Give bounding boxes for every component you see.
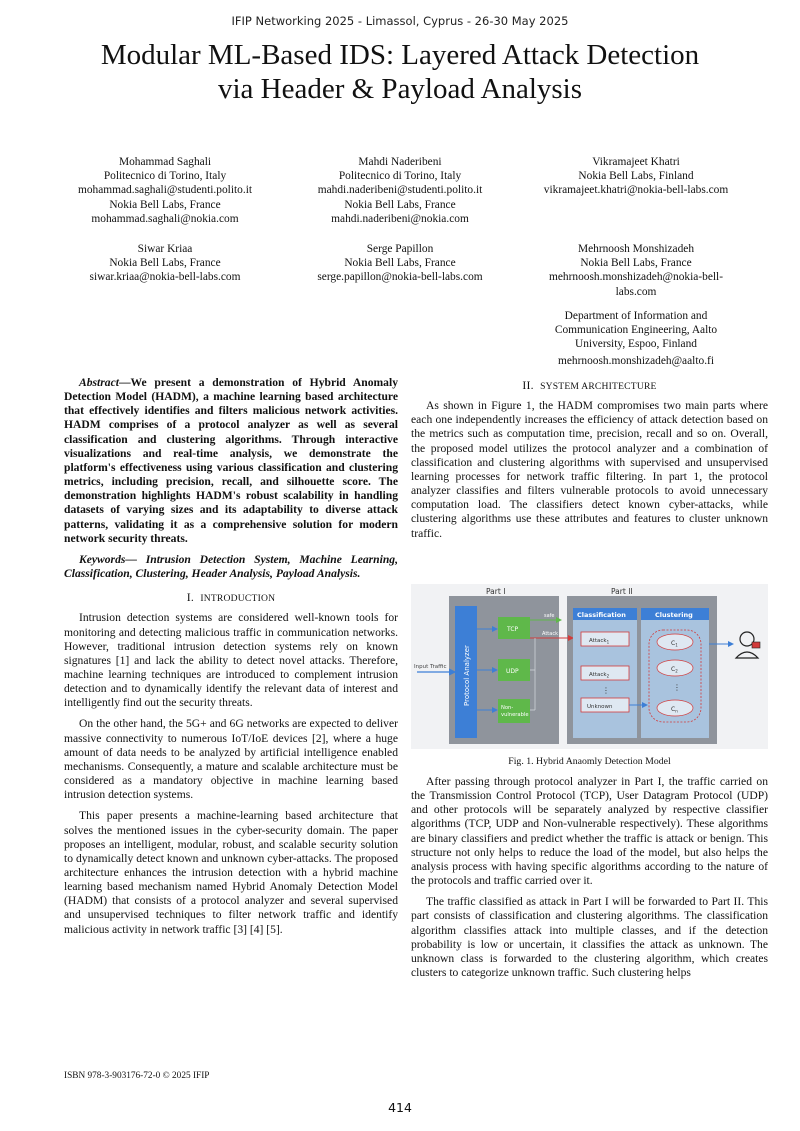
author-block: [60, 242, 270, 285]
classification-label: Classification: [577, 611, 626, 619]
attack1-label: Attack$_1$: [589, 638, 610, 645]
protocol-analyzer-label: Protocol Analyzer: [463, 645, 471, 706]
keywords: Keywords— Intrusion Detection System, Machine Learning, Classification, Clustering, Header Analysis, Payload Analysis.: [64, 552, 398, 581]
author-block: [536, 155, 736, 198]
author-name: Serge Papillon: [366, 243, 434, 255]
hadm-diagram-svg: [411, 584, 768, 749]
page-number: 414: [388, 1100, 412, 1115]
right-column-top: [411, 376, 768, 548]
author-name: Siwar Kriaa: [137, 243, 193, 255]
author-email[interactable]: mehrnoosh.monshizadeh@aalto.fi: [558, 355, 714, 368]
author-affiliation: Nokia Bell Labs, France: [344, 198, 456, 211]
paragraph: On the other hand, the 5G+ and 6G networks are expected to deliver massive connectivity to numerous IoT/IoE devices [2], where a huge amount of data needs to be analyzed by artificial intelligence enabled mechanisms. Consequently, a mature and scalable architecture must be considered as a mandatory objective in machine learning based intrusion detection systems.: [64, 717, 398, 802]
section-number: II.: [522, 378, 534, 392]
abstract-label: Abstract: [79, 376, 119, 389]
author-name: Mahdi Naderibeni: [358, 156, 442, 168]
author-name: Mohammad Saghali: [118, 156, 212, 168]
nonvuln-label-2: vulnerable: [501, 712, 529, 718]
isbn-footer: ISBN 978-3-903176-72-0 © 2025 IFIP: [64, 1071, 210, 1081]
unknown-label: Unknown: [587, 704, 613, 710]
author-affiliation: Nokia Bell Labs, Finland: [578, 170, 694, 183]
abstract: [64, 376, 398, 546]
part1-label: Part I: [486, 587, 506, 596]
conference-header: IFIP Networking 2025 - Limassol, Cyprus - 26-30 May 2025: [231, 14, 569, 28]
author-affiliation: Politecnico di Torino, Italy: [338, 170, 462, 183]
right-column-bottom: [411, 775, 768, 987]
author-email[interactable]: vikramajeet.khatri@nokia-bell-labs.com: [543, 184, 729, 197]
paragraph: After passing through protocol analyzer in Part I, the traffic carried on the Transmission Control Protocol (TCP), User Datagram Protocol (UDP) and other protocols will be separately analyzed by respective classifier algorithms (TCP, UDP and Non-vulnerable respectively). These algorithms are binary classifiers and predict whether the traffic is attack or benign. This structure not only helps to reduce the load of the model, but also helps the analysis process with having specific algorithms according to the nature of the protocols and traffic carried over it.: [411, 775, 768, 888]
safe-label: safe: [544, 613, 555, 619]
author-affiliation: Nokia Bell Labs, France: [344, 257, 456, 270]
author-name: Mehrnoosh Monshizadeh: [577, 243, 695, 255]
author-block: [295, 155, 505, 226]
udp-label: UDP: [506, 668, 519, 675]
author-block: [60, 155, 270, 226]
cluster-c1-label: $C_1$: [671, 640, 678, 648]
figure-caption: Fig. 1. Hybrid Anaomly Detection Model: [508, 756, 671, 767]
figure-hadm-diagram: [411, 584, 768, 749]
section-heading-system-architecture: [411, 378, 768, 394]
title-line-1: Modular ML-Based IDS: Layered Attack Detection: [100, 39, 700, 71]
author-email[interactable]: mohammad.saghali@nokia.com: [91, 212, 239, 225]
paragraph: The traffic classified as attack in Part I will be forwarded to Part II. This part consists of classification and clustering algorithms. The classification algorithm classifies attack into multiple classes, and if the detection probability is low or uncertain, it classifies the attack as unknown. The unknown class is forwarded to the clustering algorithm, which creates clusters to categorize unknown traffic. Such clustering helps: [411, 895, 768, 980]
author-email[interactable]: serge.papillon@nokia-bell-labs.com: [317, 271, 483, 284]
part2-label: Part II: [611, 587, 633, 596]
author-email[interactable]: mohammad.saghali@studenti.polito.it: [77, 184, 253, 197]
author-email[interactable]: siwar.kriaa@nokia-bell-labs.com: [89, 271, 241, 284]
cluster-dots: ⋮: [673, 683, 681, 692]
input-traffic-label: Input Traffic: [414, 664, 447, 670]
paragraph: Intrusion detection systems are considered well-known tools for monitoring and detecting malicious traffic in communication networks. However, traditional intrusion detection systems rely on known signatures [1] and lack the ability to detect novel attacks. Therefore, machine learning techniques are introduced to complement intrusion detection and to dynamically identify the relevant data of interest and intelligently find out the security threats.: [64, 611, 398, 710]
section-title: INTRODUCTION: [200, 593, 276, 605]
paper-title: [40, 38, 760, 106]
attack-label: Attack: [542, 631, 558, 637]
security-analyst-icon: [736, 632, 760, 658]
nonvuln-label-1: Non-: [501, 705, 514, 711]
left-column: [64, 376, 398, 944]
paragraph: As shown in Figure 1, the HADM compromises two main parts where each one independently increases the efficiency of attack detection based on the metrics such as computation time, precision, recall and so on. Overall, the proposed model utilizes the protocol analyzer and a combination of classification and clustering algorithms with supervised and unsupervised learning processes for network traffic filtering. In part 1, the protocol analyzer classifies and filters vulnerable protocols to avoid unnecessary computation load. The classifiers detect known cyber-attacks, while clustering algorithms use these attributes and features to cluster unknown traffic.: [411, 399, 768, 540]
author-block: [295, 242, 505, 285]
author-email[interactable]: mahdi.naderibeni@nokia.com: [331, 212, 469, 225]
nonvuln-box: [498, 699, 530, 723]
author-email[interactable]: mahdi.naderibeni@studenti.polito.it: [317, 184, 483, 197]
attack-dots: ⋮: [602, 686, 610, 695]
paragraph: This paper presents a machine-learning based architecture that solves the mentioned issues in the cyber-security domain. The paper proposes an intelligent, modular, robust, and scalable security solution to dynamically detect known and unknown cyber-attacks. The proposed architecture enhances the intrusion detection with a hybrid machine learning based mechanism named Hybrid Anomaly Detection Model (HADM) that consists of a protocol analyzer and several supervised and unsupervised techniques to filter network traffic and identify malicious activity in network traffic [3] [4] [5].: [64, 809, 398, 936]
cluster-c2-label: $C_2$: [671, 666, 678, 674]
author-affiliation: Department of Information and Communication Engineering, Aalto University, Espoo, Finland: [554, 309, 718, 351]
section-title: SYSTEM ARCHITECTURE: [540, 381, 657, 392]
title-line-2: via Header & Payload Analysis: [217, 73, 583, 105]
cluster-cn-label: $C_n$: [671, 706, 678, 714]
author-name: Vikramajeet Khatri: [592, 156, 680, 168]
author-email[interactable]: mehrnoosh.monshizadeh@nokia-bell-labs.com: [548, 271, 724, 298]
tcp-label: TCP: [507, 626, 519, 633]
author-block: [536, 242, 736, 369]
section-number: I.: [186, 590, 195, 605]
author-affiliation: Politecnico di Torino, Italy: [103, 170, 227, 183]
clustering-label: Clustering: [655, 611, 693, 619]
author-affiliation: Nokia Bell Labs, France: [109, 198, 221, 211]
section-heading-introduction: [64, 590, 398, 606]
attack2-label: Attack$_2$: [589, 672, 610, 679]
author-affiliation: Nokia Bell Labs, France: [580, 257, 692, 270]
author-affiliation: Nokia Bell Labs, France: [109, 257, 221, 270]
abstract-text: —We present a demonstration of Hybrid Anomaly Detection Model (HADM), a machine learning based architecture that effectively identifies and filters malicious network activities. HADM comprises of a protocol analyzer as well as several classification and clustering algorithms. Through interactive visualizations and real-time analysis, we demonstrate the platform's effectiveness using various classification and clustering metrics, including precision, recall, and silhouette score. The demonstration highlights HADM's robust scalability in handling datasets of varying sizes and its adaptability to diverse attack patterns, validating it as a comprehensive solution for modern network security threats.: [64, 376, 398, 545]
